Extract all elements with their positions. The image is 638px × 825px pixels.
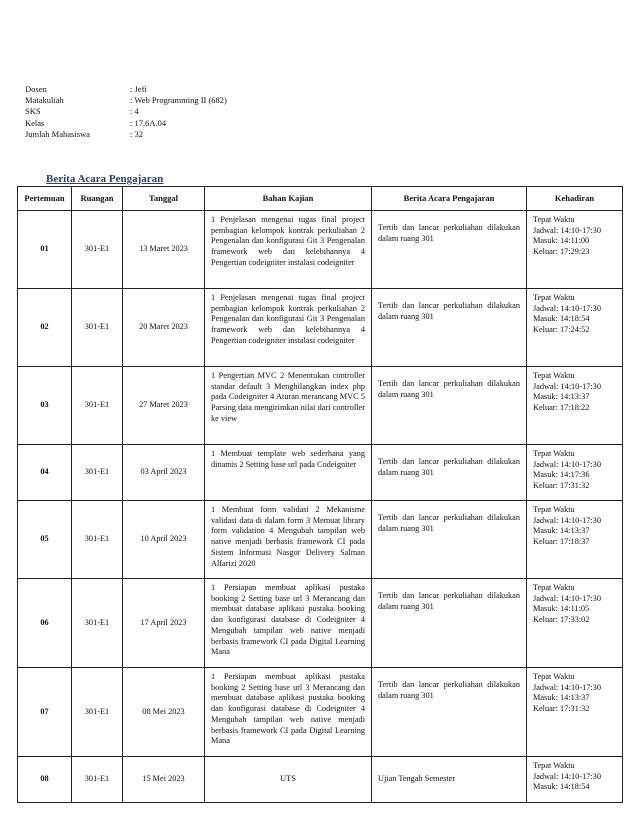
kehadiran-jadwal: Jadwal: 14:10-17:30 (533, 225, 601, 235)
ruangan-cell: 301-E1 (72, 668, 123, 757)
kelas-value: : 17.6A.04 (130, 117, 167, 128)
kehadiran-cell (527, 668, 623, 757)
kehadiran-cell (527, 501, 623, 579)
bahan-kajian-cell: UTS (205, 757, 372, 803)
pertemuan-cell: 03 (18, 367, 72, 445)
kehadiran-jadwal: Jadwal: 14:10-17:30 (533, 593, 601, 603)
kehadiran-cell (527, 579, 623, 668)
header-berita-acara: Berita Acara Pengajaran (372, 187, 527, 211)
info-row-dosen (25, 84, 227, 95)
bahan-kajian-cell: 1 Penjelasan mengenai tugas final project pembagian kelompok kontrak perkuliahan 2 Pengenalan dan konfigurasi Git 3 Pengenalan framework web dan kelebihannya 4 Pengertian codeigniter instalasi codeigniter (205, 211, 372, 289)
bahan-kajian-cell: 1 Pengertian MVC 2 Menentukan controller standar default 3 Menghilangkan index php pada Codeigniter 4 Aturan merancang MVC 5 Parsing data mengirimkan nilai dari controller ke view (205, 367, 372, 445)
kehadiran-jadwal: Jadwal: 14:10-17:30 (533, 459, 601, 469)
kehadiran-status: Tepat Waktu (533, 672, 575, 681)
tanggal-cell: 03 April 2023 (123, 445, 205, 501)
kehadiran-masuk: Masuk: 14:18:54 (533, 782, 590, 792)
kehadiran-jadwal: Jadwal: 14:10-17:30 (533, 515, 601, 525)
table-row (18, 501, 623, 579)
berita-acara-cell (372, 289, 527, 367)
bahan-kajian-cell: 1 Penjelasan mengenai tugas final project pembagian kelompok kontrak perkuliahan 2 Pengenalan dan konfigurasi Git 3 Pengenalan framework web dan kelebihannya 4 Pengertian codeigniter instalasi codeigniter (205, 289, 372, 367)
kehadiran-masuk: Masuk: 14:13:37 (533, 392, 590, 402)
kehadiran-keluar: Keluar: 17:29:23 (533, 247, 590, 257)
berita-acara-cell (372, 367, 527, 445)
berita-acara-text: Tertib dan lancar perkuliahan dilakukan dalam ruang 301 (378, 223, 520, 243)
tanggal-cell: 10 April 2023 (123, 501, 205, 579)
bahan-kajian-cell: 1 Membuat template web sederhana yang dinamis 2 Setting base url pada Codeigniter (205, 445, 372, 501)
berita-acara-cell (372, 501, 527, 579)
header-tanggal: Tanggal (123, 187, 205, 211)
kehadiran-keluar: Keluar: 17:24:52 (533, 325, 590, 335)
berita-acara-cell (372, 579, 527, 668)
table-row (18, 445, 623, 501)
table-header-row (18, 187, 623, 211)
dosen-label: Dosen (25, 84, 47, 94)
pertemuan-cell: 07 (18, 668, 72, 757)
kehadiran-cell (527, 211, 623, 289)
pertemuan-cell: 05 (18, 501, 72, 579)
matakuliah-label: Matakuliah (25, 95, 64, 106)
matakuliah-value: : Web Programming II (682) (130, 95, 227, 106)
kehadiran-keluar: Keluar: 17:33:02 (533, 615, 590, 625)
ruangan-cell: 301-E1 (72, 289, 123, 367)
kehadiran-status: Tepat Waktu (533, 583, 575, 592)
kehadiran-status: Tepat Waktu (533, 761, 575, 770)
berita-acara-text: Tertib dan lancar perkuliahan dilakukan dalam ruang 301 (378, 301, 520, 321)
kehadiran-jadwal: Jadwal: 14:10-17:30 (533, 682, 601, 692)
kehadiran-jadwal: Jadwal: 14:10-17:30 (533, 381, 601, 391)
kehadiran-status: Tepat Waktu (533, 293, 575, 302)
info-row-jumlah (25, 129, 227, 140)
kehadiran-keluar: Keluar: 17:18:37 (533, 537, 590, 547)
table-row (18, 367, 623, 445)
ruangan-cell: 301-E1 (72, 211, 123, 289)
bahan-kajian-cell: 1 Persiapan membuat aplikasi pustaka booking 2 Setting base url 3 Merancang dan membuat database aplikasi pustaka booking dan konfigurasi database di Codeigniter 4 Mengubah tampilan web native menjadi berbasis framework CI pada Digital Learning Mana (205, 579, 372, 668)
kehadiran-jadwal: Jadwal: 14:10-17:30 (533, 771, 601, 781)
kehadiran-jadwal: Jadwal: 14:10-17:30 (533, 303, 601, 313)
pertemuan-cell: 08 (18, 757, 72, 803)
sks-label: SKS (25, 106, 41, 117)
tanggal-cell: 15 Mei 2023 (123, 757, 205, 803)
ruangan-cell: 301-E1 (72, 445, 123, 501)
kehadiran-cell (527, 445, 623, 501)
ruangan-cell: 301-E1 (72, 367, 123, 445)
header-kehadiran: Kehadiran (527, 187, 623, 211)
pertemuan-cell: 01 (18, 211, 72, 289)
kehadiran-status: Tepat Waktu (533, 371, 575, 380)
berita-acara-table (17, 186, 623, 803)
kehadiran-masuk: Masuk: 14:11:05 (533, 604, 590, 614)
kehadiran-cell (527, 367, 623, 445)
jumlah-mahasiswa-value: : 32 (130, 128, 143, 139)
section-title: Berita Acara Pengajaran (46, 173, 164, 185)
ruangan-cell: 301-E1 (72, 501, 123, 579)
tanggal-cell: 13 Maret 2023 (123, 211, 205, 289)
tanggal-cell: 27 Maret 2023 (123, 367, 205, 445)
kehadiran-status: Tepat Waktu (533, 449, 575, 458)
berita-acara-text: Tertib dan lancar perkuliahan dilakukan dalam ruang 301 (378, 680, 520, 700)
ruangan-cell: 301-E1 (72, 757, 123, 803)
course-info (25, 84, 227, 140)
tanggal-cell: 17 April 2023 (123, 579, 205, 668)
kelas-label: Kelas (25, 117, 45, 128)
berita-acara-cell: Ujian Tengah Semester (372, 757, 527, 803)
table-row (18, 757, 623, 803)
kehadiran-masuk: Masuk: 14:13:37 (533, 526, 590, 536)
kehadiran-status: Tepat Waktu (533, 215, 575, 224)
berita-acara-text: Tertib dan lancar perkuliahan dilakukan dalam ruang 301 (378, 379, 520, 399)
table-row (18, 289, 623, 367)
pertemuan-cell: 04 (18, 445, 72, 501)
bahan-kajian-cell: 1 Membuat form validasi 2 Mekanisme validasi data di dalam form 3 Memuat library form validation 4 Mengubah tampilan web native menjadi berbasis framework CI pada Sistem Informasi Nasgor Delivery Salman Alfarizi 2020 (205, 501, 372, 579)
kehadiran-keluar: Keluar: 17:31:32 (533, 481, 590, 491)
header-ruangan: Ruangan (72, 187, 123, 211)
berita-acara-text: Tertib dan lancar perkuliahan dilakukan dalam ruang 301 (378, 591, 520, 611)
dosen-value: : Jefi (130, 84, 147, 94)
kehadiran-masuk: Masuk: 14:18:54 (533, 314, 590, 324)
sks-value: : 4 (130, 106, 139, 117)
kehadiran-keluar: Keluar: 17:31:32 (533, 704, 590, 714)
ruangan-cell: 301-E1 (72, 579, 123, 668)
header-bahan-kajian: Bahan Kajian (205, 187, 372, 211)
table-row (18, 211, 623, 289)
berita-acara-cell (372, 445, 527, 501)
pertemuan-cell: 02 (18, 289, 72, 367)
kehadiran-masuk: Masuk: 14:17:36 (533, 470, 590, 480)
info-row-sks (25, 106, 227, 117)
kehadiran-keluar: Keluar: 17:18:22 (533, 403, 590, 413)
kehadiran-status: Tepat Waktu (533, 505, 575, 514)
kehadiran-cell (527, 289, 623, 367)
pertemuan-cell: 06 (18, 579, 72, 668)
jumlah-mahasiswa-label: Jumlah Mahasiswa (25, 128, 90, 139)
tanggal-cell: 08 Mei 2023 (123, 668, 205, 757)
table-row (18, 668, 623, 757)
kehadiran-masuk: Masuk: 14:11:00 (533, 236, 590, 246)
kehadiran-masuk: Masuk: 14:13:37 (533, 693, 590, 703)
berita-acara-text: Tertib dan lancar perkuliahan dilakukan dalam ruang 301 (378, 513, 520, 533)
bahan-kajian-cell: 1 Persiapan membuat aplikasi pustaka booking 2 Setting base url 3 Merancang dan membuat database aplikasi pustaka booking dan konfigurasi database di Codeigniter 4 Mengubah tampilan web native menjadi berbasis framework CI pada Digital Learning Mana (205, 668, 372, 757)
kehadiran-cell (527, 757, 623, 803)
info-row-kelas (25, 118, 227, 129)
header-pertemuan: Pertemuan (18, 187, 72, 211)
berita-acara-text: Tertib dan lancar perkuliahan dilakukan dalam ruang 301 (378, 457, 520, 477)
berita-acara-cell (372, 668, 527, 757)
table-row (18, 579, 623, 668)
berita-acara-cell (372, 211, 527, 289)
info-row-matakuliah (25, 95, 227, 106)
tanggal-cell: 20 Maret 2023 (123, 289, 205, 367)
